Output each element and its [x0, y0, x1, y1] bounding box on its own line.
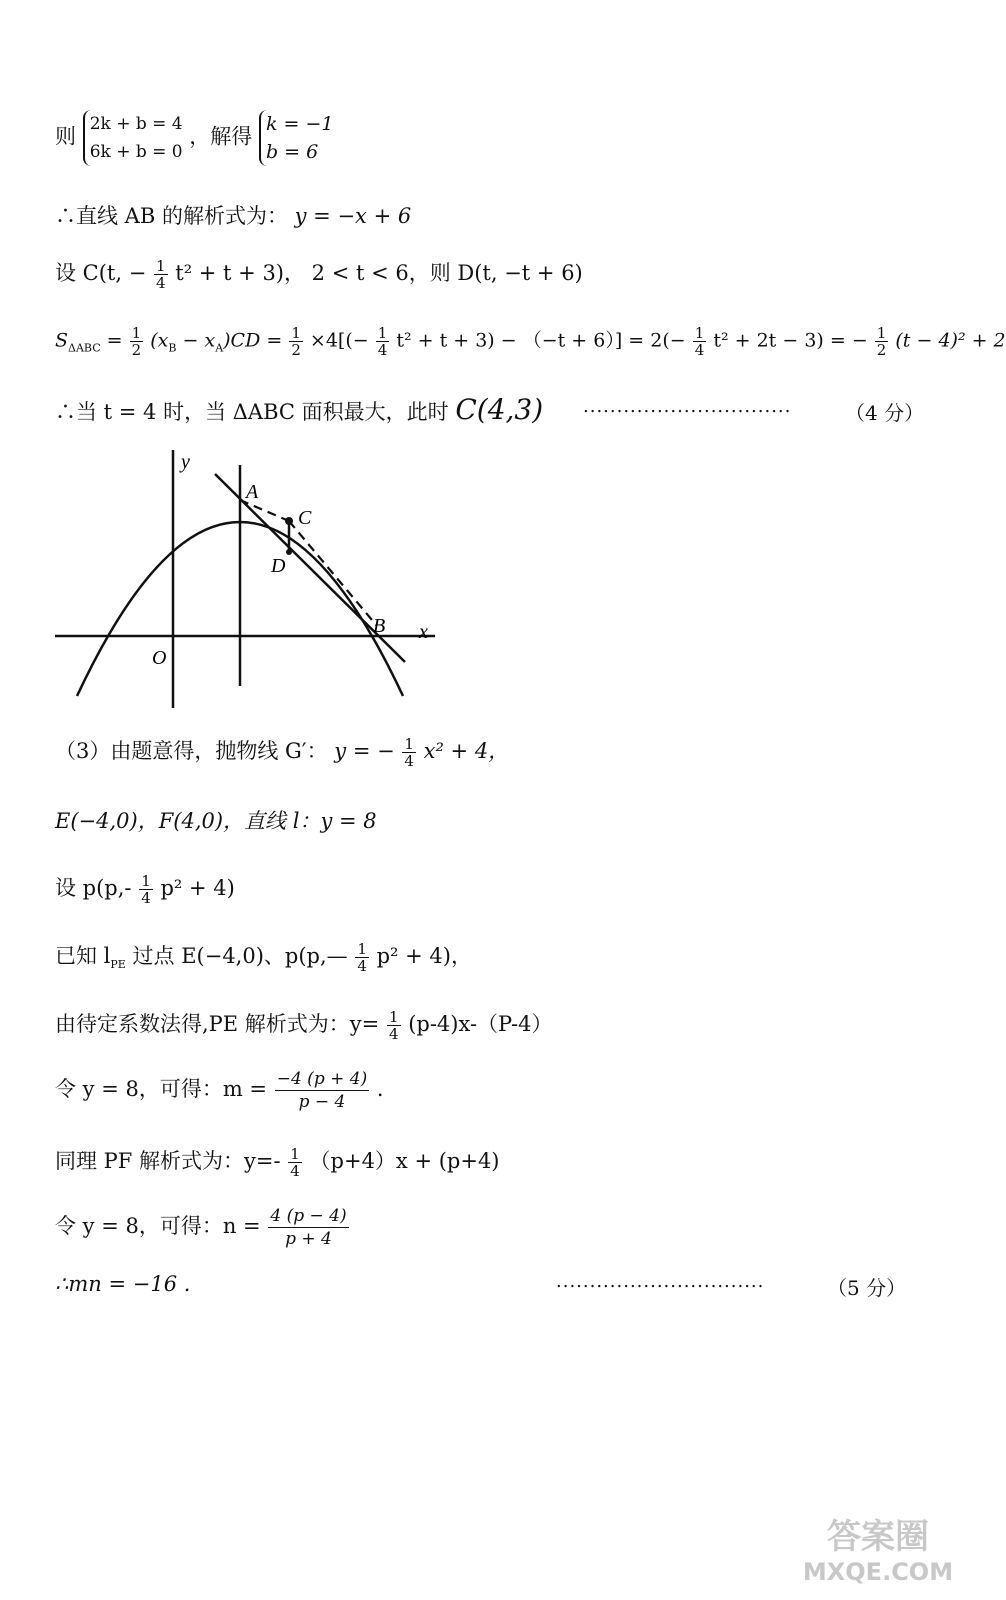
label-b: B	[373, 615, 386, 637]
fraction-quarter-4	[402, 736, 416, 769]
area-formula-line: $S_{\Delta ABC}$ = $\frac{1}{2}$ $(x_B - x_A)CD$ = $\frac{1}{2}$ ×4[(− $\frac{1}{4}$ t² + t + 3) − （−t + 6）] = 2(− $\frac{1}{4}$ t² + 2t − 3) = − $\frac{1}{2}$ (t − 4)² + 2	[55, 324, 1006, 359]
area-eq: =	[106, 329, 129, 352]
frac-den: 4	[694, 341, 705, 359]
set-c-line	[55, 257, 583, 291]
score-5: （5 分）	[827, 1276, 907, 1300]
parabola-figure	[55, 450, 445, 710]
area-part-5: ×4[(−	[309, 329, 369, 352]
frac-den: 2	[291, 341, 301, 359]
n-numerator: 4 (p − 4)	[270, 1206, 347, 1226]
fraction-m	[275, 1068, 369, 1113]
label-c: C	[298, 507, 312, 529]
area-part-7: t² + 2t − 3) = −	[713, 329, 868, 352]
lpe-subscript: PE	[110, 958, 126, 972]
fraction-quarter-3	[693, 325, 707, 358]
fraction-half-3	[875, 325, 889, 358]
frac-den: 4	[156, 274, 166, 292]
frac-den: 4	[290, 1162, 300, 1180]
frac-num: 1	[404, 735, 414, 753]
m-period: .	[376, 1077, 384, 1101]
fraction-half-1	[130, 325, 144, 358]
label-x: x	[419, 621, 428, 643]
dashed-cb	[289, 521, 377, 626]
m-numerator: −4 (p + 4)	[276, 1069, 368, 1089]
area-part-3: − x	[176, 329, 216, 352]
area-part-4: )CD =	[223, 329, 289, 352]
watermark-bottom-text: MXQE.COM	[802, 1558, 954, 1586]
equation-system-line	[55, 110, 334, 166]
equation-ab: y = −x + 6	[294, 204, 412, 228]
solution-b: b = 6	[265, 141, 319, 163]
point-c-dot	[285, 517, 293, 525]
text-known-lpe-rest: p² + 4)，	[376, 944, 472, 968]
score-dots-5: ...............................	[556, 1271, 765, 1292]
text-ab-formula: ∴直线 AB 的解析式为：	[55, 204, 288, 228]
equation-1: 2k + b = 4	[89, 114, 183, 134]
label-a: A	[246, 481, 259, 503]
score-dots-4: ...............................	[583, 396, 792, 417]
equation-system	[83, 110, 183, 166]
fraction-quarter-6	[355, 941, 369, 974]
label-y: y	[181, 451, 190, 473]
text-set-p: 设 p(p,-	[55, 876, 132, 900]
dashed-ac	[240, 500, 289, 521]
area-part-8: (t − 4)² + 2	[895, 329, 1006, 352]
text-then: 则	[55, 124, 76, 149]
parabola-g-line	[55, 735, 509, 769]
max-area-line	[55, 393, 543, 426]
text-set-p-rest: p² + 4)	[160, 876, 235, 900]
point-d-dot	[286, 549, 292, 555]
watermark-top-text: 答案圈	[827, 1517, 929, 1557]
text-pf-formula-rest: （p+4）x + (p+4)	[309, 1149, 500, 1173]
text-set-c-rest: t² + t + 3)， 2 < t < 6，则 D(t, −t + 6)	[175, 261, 583, 285]
label-o: O	[152, 647, 167, 669]
frac-num: 1	[131, 324, 142, 342]
frac-num: 1	[141, 872, 151, 890]
frac-num: 1	[694, 324, 705, 342]
text-set-c: 设 C(t, −	[55, 261, 147, 285]
n-denominator: p + 4	[285, 1229, 332, 1249]
frac-num: 1	[291, 324, 301, 342]
fraction-quarter-2	[376, 325, 390, 358]
frac-num: 1	[357, 940, 367, 958]
score-4: （4 分）	[845, 401, 925, 425]
text-m-value: 令 y = 8，可得：m =	[55, 1077, 268, 1101]
frac-den: 4	[377, 341, 388, 359]
set-p-line	[55, 872, 235, 906]
frac-den: 4	[404, 752, 414, 770]
line-ab-formula	[55, 200, 411, 230]
fraction-n	[268, 1205, 348, 1250]
equation-g-1: y = −	[334, 739, 395, 763]
solution-k: k = −1	[265, 113, 334, 135]
area-subscript: ΔABC	[68, 341, 101, 355]
text-pf-formula: 同理 PF 解析式为：y=-	[55, 1149, 281, 1173]
fraction-quarter-7	[387, 1009, 401, 1042]
frac-num: 1	[876, 324, 887, 342]
m-value-line	[55, 1068, 384, 1113]
frac-den: 4	[388, 1025, 399, 1043]
text-n-value: 令 y = 8，可得：n =	[55, 1214, 261, 1238]
solution-system	[259, 110, 334, 166]
pe-formula-line	[55, 1008, 553, 1042]
frac-den: 2	[876, 341, 887, 359]
known-lpe-line	[55, 940, 472, 974]
label-d: D	[271, 555, 286, 577]
text-parabola-g: （3）由题意得，抛物线 G′：	[55, 739, 328, 763]
frac-num: 1	[388, 1008, 399, 1026]
frac-den: 4	[141, 889, 151, 907]
frac-den: 4	[357, 957, 367, 975]
text-solve: ，解得	[189, 124, 253, 149]
fraction-half-2	[289, 325, 303, 358]
text-pe-formula: 由待定系数法得,PE 解析式为：y=	[55, 1012, 380, 1036]
text-pe-formula-rest: (p-4)x-（P-4）	[408, 1012, 553, 1036]
frac-den: 2	[131, 341, 142, 359]
n-value-line	[55, 1205, 350, 1250]
area-symbol: S	[55, 329, 69, 352]
fraction-quarter	[154, 258, 168, 291]
text-known-lpe: 已知 l	[55, 944, 111, 968]
text-max-area: ∴当 t = 4 时，当 ΔABC 面积最大，此时	[55, 400, 449, 424]
pf-formula-line	[55, 1145, 500, 1179]
watermark-logo	[793, 1510, 963, 1585]
equation-2: 6k + b = 0	[89, 142, 183, 162]
fraction-quarter-5	[139, 873, 153, 906]
text-known-lpe-mid: 过点 E(−4,0)、p(p,—	[132, 944, 348, 968]
mn-result-line	[55, 1272, 190, 1296]
equation-g-2: x² + 4，	[423, 739, 510, 763]
text-mn-result: ∴mn = −16 .	[55, 1272, 191, 1296]
area-part-6: t² + t + 3) − （−t + 6）] = 2(−	[396, 329, 686, 352]
frac-num: 1	[156, 257, 166, 275]
area-part-2: (x	[150, 329, 169, 352]
frac-num: 1	[290, 1145, 300, 1163]
frac-num: 1	[377, 324, 388, 342]
text-points-ef: E(−4,0)，F(4,0)，直线 l：y = 8	[55, 809, 377, 833]
points-ef-line	[55, 805, 377, 835]
m-denominator: p − 4	[298, 1092, 346, 1112]
point-c: C(4,3)	[455, 393, 544, 426]
fraction-quarter-8	[288, 1146, 302, 1179]
